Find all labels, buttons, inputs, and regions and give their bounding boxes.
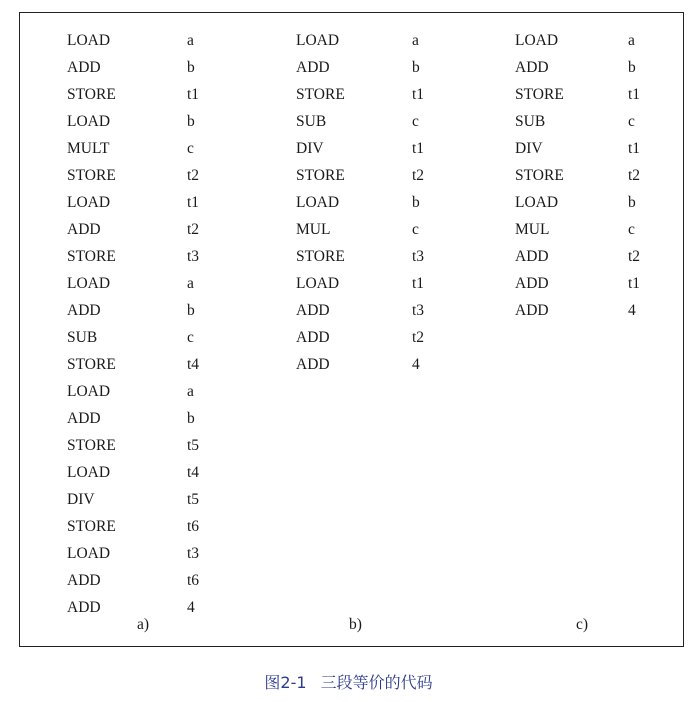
- operand: b: [412, 59, 420, 76]
- column-label-c: c): [576, 616, 589, 633]
- opcode: STORE: [67, 356, 116, 373]
- opcode: ADD: [67, 599, 101, 616]
- opcode: LOAD: [67, 275, 111, 292]
- operand: t6: [187, 572, 200, 589]
- operand: t1: [412, 140, 425, 157]
- opcode: LOAD: [67, 545, 111, 562]
- opcode: STORE: [296, 248, 345, 265]
- opcode: LOAD: [515, 32, 559, 49]
- opcode: LOAD: [67, 113, 111, 130]
- operand: t6: [187, 518, 200, 535]
- operand: t4: [187, 356, 200, 373]
- operand: b: [628, 194, 636, 211]
- operand: t3: [187, 545, 200, 562]
- operand: 4: [187, 599, 195, 616]
- operand: t3: [412, 302, 425, 319]
- operand: c: [412, 221, 419, 238]
- opcode: DIV: [515, 140, 543, 157]
- opcode: STORE: [67, 248, 116, 265]
- operand: t5: [187, 491, 200, 508]
- opcode: ADD: [515, 59, 549, 76]
- code-figure-frame: [19, 12, 684, 647]
- opcode: MUL: [515, 221, 550, 238]
- operand: 4: [412, 356, 420, 373]
- opcode: MUL: [296, 221, 331, 238]
- opcode: LOAD: [515, 194, 559, 211]
- operand: t3: [412, 248, 425, 265]
- operand: t4: [187, 464, 200, 481]
- opcode: ADD: [67, 410, 101, 427]
- operand: c: [628, 221, 635, 238]
- operand: t2: [628, 248, 641, 265]
- operand: t1: [412, 86, 425, 103]
- operand: t1: [187, 194, 200, 211]
- opcode: ADD: [296, 329, 330, 346]
- operand: a: [628, 32, 635, 49]
- opcode: DIV: [67, 491, 95, 508]
- opcode: STORE: [67, 437, 116, 454]
- opcode: STORE: [515, 86, 564, 103]
- figure-caption: [0, 673, 697, 693]
- opcode: STORE: [67, 518, 116, 535]
- operand: a: [187, 275, 194, 292]
- operand: 4: [628, 302, 636, 319]
- opcode: STORE: [67, 167, 116, 184]
- opcode: LOAD: [296, 275, 340, 292]
- column-label-a: a): [137, 616, 150, 633]
- opcode: STORE: [296, 86, 345, 103]
- opcode: ADD: [515, 302, 549, 319]
- opcode: STORE: [67, 86, 116, 103]
- operand: t1: [187, 86, 200, 103]
- operand: t1: [628, 86, 641, 103]
- operand: a: [187, 32, 194, 49]
- opcode: LOAD: [67, 464, 111, 481]
- opcode: ADD: [515, 275, 549, 292]
- operand: a: [187, 383, 194, 400]
- opcode: ADD: [67, 59, 101, 76]
- figure-number: 图2-1: [264, 673, 307, 692]
- operand: t5: [187, 437, 200, 454]
- operand: t1: [628, 140, 641, 157]
- operand: b: [187, 59, 195, 76]
- opcode: SUB: [515, 113, 546, 130]
- operand: b: [187, 302, 195, 319]
- opcode: LOAD: [67, 383, 111, 400]
- opcode: ADD: [67, 572, 101, 589]
- operand: c: [412, 113, 419, 130]
- opcode: SUB: [67, 329, 98, 346]
- opcode: SUB: [296, 113, 327, 130]
- opcode: ADD: [515, 248, 549, 265]
- operand: a: [412, 32, 419, 49]
- operand: b: [628, 59, 636, 76]
- operand: b: [187, 410, 195, 427]
- opcode: ADD: [296, 356, 330, 373]
- operand: b: [412, 194, 420, 211]
- operand: b: [187, 113, 195, 130]
- opcode: LOAD: [296, 194, 340, 211]
- opcode: ADD: [296, 59, 330, 76]
- opcode: ADD: [67, 302, 101, 319]
- opcode: LOAD: [67, 32, 111, 49]
- column-label-b: b): [349, 616, 362, 633]
- operand: t2: [187, 221, 200, 238]
- operand: t2: [628, 167, 641, 184]
- operand: t2: [187, 167, 200, 184]
- opcode: STORE: [296, 167, 345, 184]
- operand: t3: [187, 248, 200, 265]
- opcode: ADD: [67, 221, 101, 238]
- opcode: MULT: [67, 140, 110, 157]
- operand: t2: [412, 167, 425, 184]
- opcode: DIV: [296, 140, 324, 157]
- opcode: LOAD: [296, 32, 340, 49]
- operand: c: [187, 140, 194, 157]
- operand: t1: [412, 275, 425, 292]
- operand: t2: [412, 329, 425, 346]
- opcode: STORE: [515, 167, 564, 184]
- opcode: ADD: [296, 302, 330, 319]
- operand: c: [628, 113, 635, 130]
- opcode: LOAD: [67, 194, 111, 211]
- operand: t1: [628, 275, 641, 292]
- operand: c: [187, 329, 194, 346]
- figure-title: 三段等价的代码: [320, 673, 433, 692]
